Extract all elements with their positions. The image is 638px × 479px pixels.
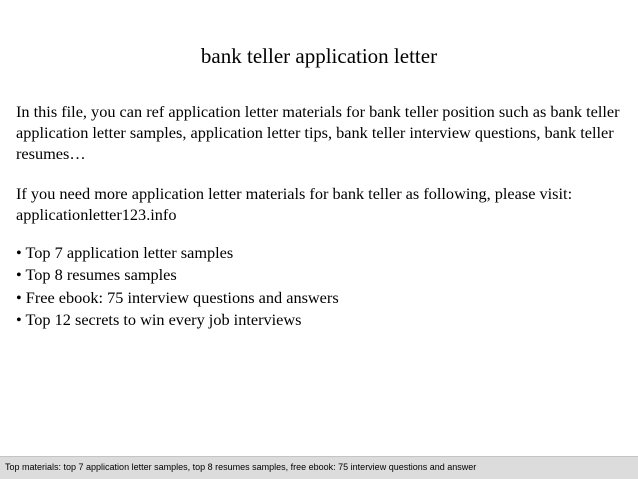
footer-bar	[0, 456, 638, 479]
footer-text: Top materials: top 7 application letter samples, top 8 resumes samples, free ebook: 75 interview questions and answer	[5, 462, 477, 472]
bullet-item: • Free ebook: 75 interview questions and answers	[16, 287, 339, 307]
bullet-item: • Top 8 resumes samples	[16, 265, 177, 285]
bullet-item: • Top 12 secrets to win every job interviews	[16, 309, 302, 329]
bullet-item: • Top 7 application letter samples	[16, 243, 234, 262]
intro-paragraph: In this file, you can ref application letter materials for bank teller position such as bank teller application letter samples, application letter tips, bank teller interview questions, bank teller resumes…	[16, 102, 620, 163]
visit-paragraph: If you need more application letter materials for bank teller as following, please visit: applicationletter123.info	[16, 184, 573, 224]
slide-title: bank teller application letter	[200, 44, 438, 68]
bullet-list	[16, 242, 628, 331]
